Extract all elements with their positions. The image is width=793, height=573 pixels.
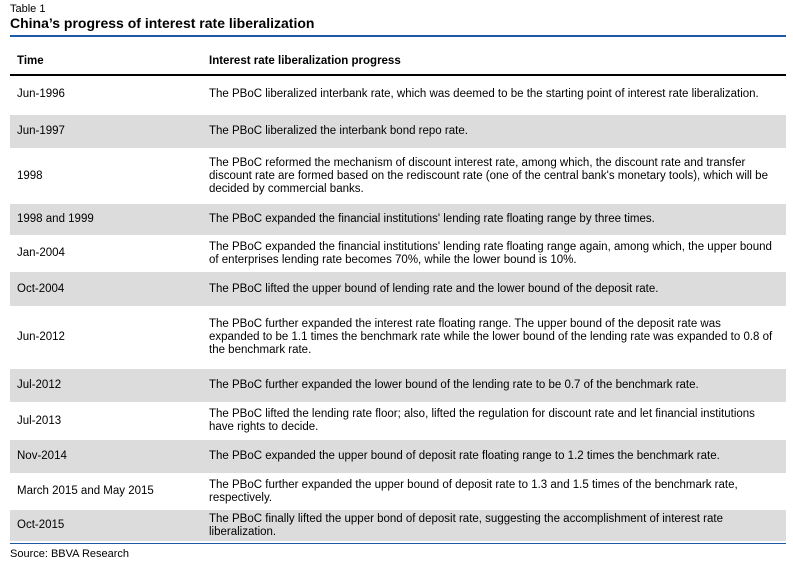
table-row [10, 475, 786, 510]
row-progress: The PBoC further expanded the lower bound of the lending rate to be 0.7 of the benchmark rate. [209, 379, 699, 391]
table-body [10, 76, 786, 543]
table-row [10, 272, 786, 308]
table-row [10, 237, 786, 272]
row-progress: The PBoC expanded the upper bound of deposit rate floating range to 1.2 times the benchmark rate. [209, 450, 720, 462]
table-figure [10, 3, 786, 560]
row-time: Jan-2004 [17, 247, 65, 259]
table-row [10, 308, 786, 369]
row-time: Jul-2013 [17, 414, 62, 427]
row-time: Oct-2004 [17, 282, 65, 295]
row-time: Jun-1997 [17, 125, 65, 137]
table-row [10, 510, 786, 543]
table-label: Table 1 [10, 3, 46, 15]
row-time: Jul-2012 [17, 379, 62, 391]
row-progress: The PBoC reformed the mechanism of discount interest rate, among which, the discount rate and transfer discount rate are formed based on the rediscount rate (one of the central bank's monetary tools), which will be decided by commercial banks. [209, 156, 768, 195]
row-progress: The PBoC liberalized the interbank bond repo rate. [209, 125, 468, 137]
row-progress: The PBoC lifted the upper bound of lending rate and the lower bound of the deposit rate. [209, 282, 659, 295]
table-row [10, 440, 786, 475]
row-progress: The PBoC finally lifted the upper bond of deposit rate, suggesting the accomplishment of interest rate liberalization. [209, 512, 723, 538]
row-time: Jun-1996 [17, 88, 65, 100]
row-time: Jun-2012 [17, 331, 65, 343]
header-progress: Interest rate liberalization progress [209, 54, 401, 67]
title-rule [10, 35, 786, 37]
bottom-rule [10, 543, 786, 544]
table-row [10, 115, 786, 150]
row-time: 1998 and 1999 [17, 213, 94, 225]
table-row [10, 204, 786, 237]
row-progress: The PBoC further expanded the upper bound of deposit rate to 1.3 and 1.5 times of the benchmark rate, respectively. [209, 478, 738, 504]
row-time: 1998 [17, 169, 43, 182]
row-progress: The PBoC lifted the lending rate floor; also, lifted the regulation for discount rate and let financial institutions have rights to decide. [209, 408, 755, 433]
source-note: Source: BBVA Research [10, 548, 130, 560]
table-header [10, 47, 786, 76]
row-time: March 2015 and May 2015 [17, 485, 154, 497]
header-time: Time [17, 54, 44, 67]
table-row [10, 369, 786, 404]
table-row [10, 404, 786, 440]
table-title: China’s progress of interest rate liberalization [10, 15, 315, 31]
row-progress: The PBoC expanded the financial institutions' lending rate floating range again, among which, the upper bound of enterprises lending rate becomes 70%, while the lower bound is 10%. [209, 240, 772, 266]
row-time: Nov-2014 [17, 450, 67, 462]
table-row [10, 76, 786, 115]
row-time: Oct-2015 [17, 519, 65, 531]
row-progress: The PBoC further expanded the interest rate floating range. The upper bound of the deposit rate was expanded to be 1.1 times the benchmark rate while the lower bound of the lending rate was expanded to 0.8 of the benchmark rate. [209, 318, 773, 356]
row-progress: The PBoC expanded the financial institutions' lending rate floating range by three times. [209, 213, 655, 225]
row-progress: The PBoC liberalized interbank rate, which was deemed to be the starting point of interest rate liberalization. [209, 88, 759, 100]
table-row [10, 150, 786, 204]
